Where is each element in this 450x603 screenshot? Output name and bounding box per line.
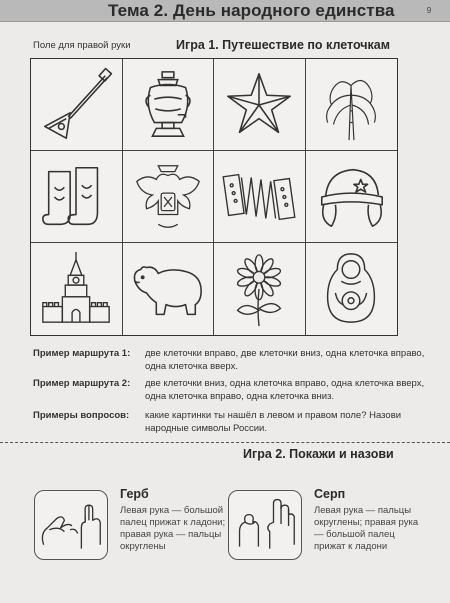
picture-grid [30, 58, 398, 336]
hand-gerb-icon [36, 492, 106, 558]
route-1-label: Пример маршрута 1: [33, 348, 131, 359]
gesture-2-title: Серп [314, 487, 346, 501]
grid-cell-10[interactable] [123, 243, 215, 335]
game2-title: Игра 2. Покажи и назови [243, 447, 394, 461]
bear-icon [129, 250, 207, 328]
grid-cell-4[interactable] [306, 59, 398, 151]
grid-cell-6[interactable] [123, 151, 215, 243]
header-title: Тема 2. День народного единства [108, 1, 395, 20]
hand-serp-icon [230, 492, 300, 558]
coat-of-arms-icon [129, 158, 207, 236]
grid-cell-1[interactable] [31, 59, 123, 151]
section-divider [0, 442, 450, 443]
chamomile-icon [220, 250, 298, 328]
gesture-1-text: Левая рука — большой палец прижат к ладони; правая рука — пальцы округлены [120, 505, 226, 552]
route-2-text: две клеточки вниз, одна клеточка вправо, одна клеточка вверх, одна клеточка вправо, одна клеточка вниз. [145, 378, 425, 402]
accordion-icon [220, 158, 298, 236]
route-2-label: Пример маршрута 2: [33, 378, 131, 389]
grid-cell-7[interactable] [214, 151, 306, 243]
game1-title: Игра 1. Путешествие по клеточкам [176, 38, 391, 52]
right-hand-field-label: Поле для правой руки [33, 40, 131, 51]
ushanka-icon [312, 158, 390, 236]
gesture-1-picture [34, 490, 108, 560]
page-number: 9 [426, 6, 432, 15]
grid-cell-2[interactable] [123, 59, 215, 151]
route-1-text: две клеточки вправо, две клеточки вниз, одна клеточка вправо, одна клеточка вверх. [145, 348, 425, 372]
kremlin-tower-icon [37, 250, 115, 328]
grid-cell-9[interactable] [31, 243, 123, 335]
star-icon [220, 66, 298, 144]
valenki-icon [37, 158, 115, 236]
questions-text: какие картинки ты нашёл в левом и правом поле? Назови народные символы России. [145, 410, 402, 434]
samovar-icon [129, 66, 207, 144]
gesture-2-picture [228, 490, 302, 560]
grid-cell-3[interactable] [214, 59, 306, 151]
grid-cell-5[interactable] [31, 151, 123, 243]
grid-cell-12[interactable] [306, 243, 398, 335]
birch-icon [312, 66, 390, 144]
grid-cell-11[interactable] [214, 243, 306, 335]
questions-label: Примеры вопросов: [33, 410, 130, 421]
grid-cell-8[interactable] [306, 151, 398, 243]
page-header [0, 0, 450, 22]
gesture-2-text: Левая рука — пальцы округлены; правая рука — большой палец прижат к ладони [314, 505, 419, 552]
matryoshka-icon [312, 250, 390, 328]
gesture-1-title: Герб [120, 487, 149, 501]
balalaika-icon [37, 66, 115, 144]
